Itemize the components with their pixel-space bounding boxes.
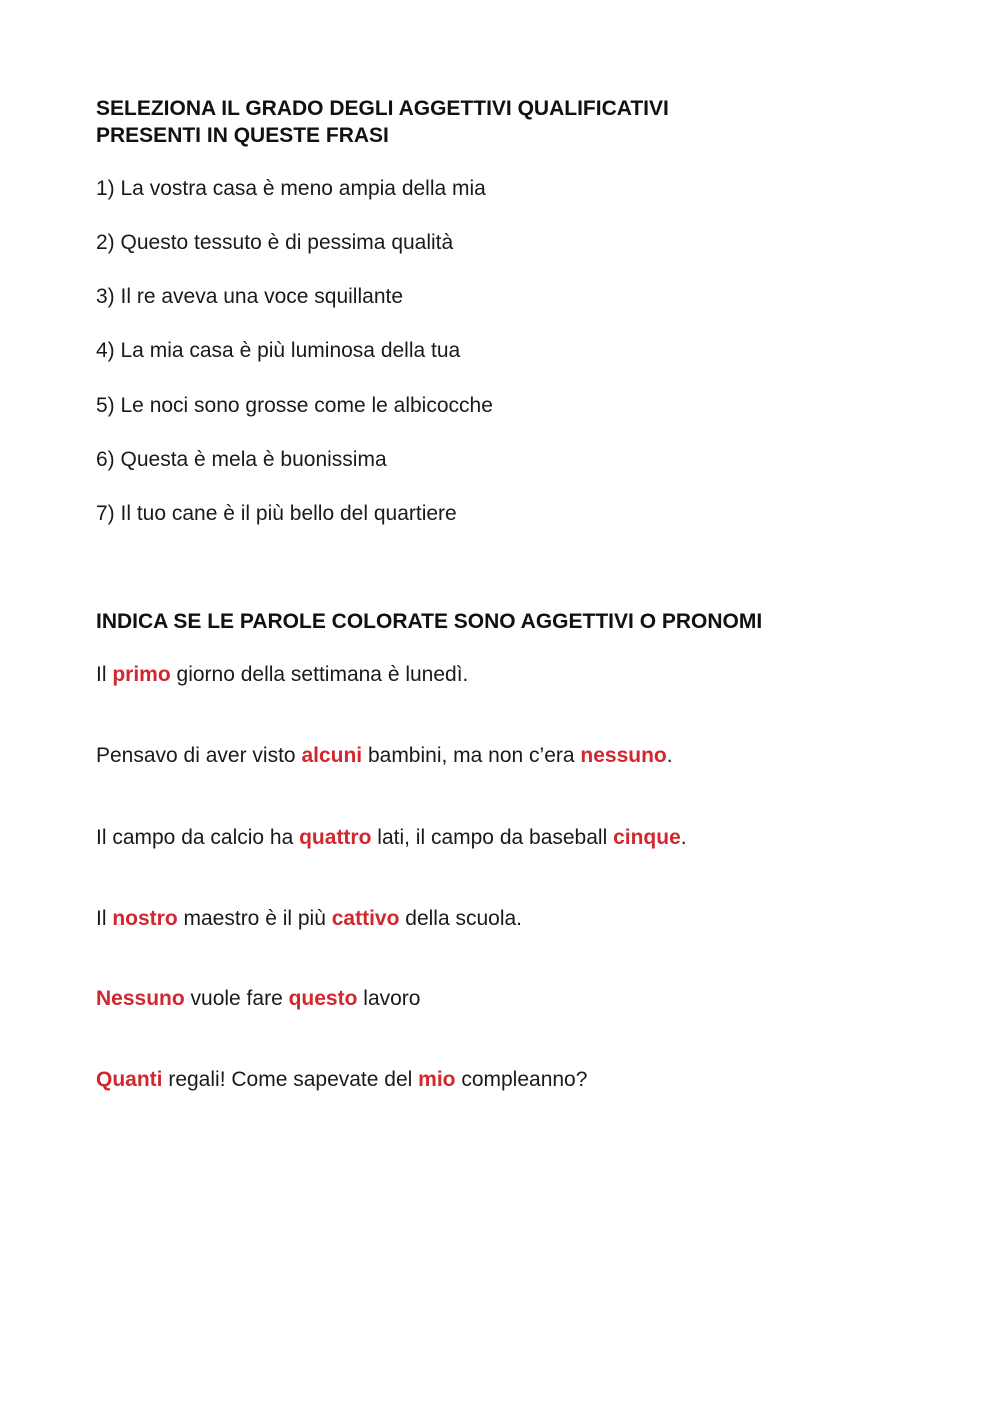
section1-title (96, 95, 669, 149)
sentence-6 (96, 1066, 587, 1094)
sentence-3 (96, 824, 687, 852)
sentence-text: compleanno? (455, 1068, 588, 1091)
highlighted-word: alcuni (301, 744, 363, 767)
highlighted-word: mio (418, 1068, 456, 1091)
exercise-item-2: 2) Questo tessuto è di pessima qualità (96, 231, 454, 254)
sentence-text: giorno della settimana è lunedì. (170, 663, 469, 686)
exercise-item-6: 6) Questa è mela è buonissima (96, 448, 387, 471)
sentence-text: bambini, ma non c’era (362, 744, 581, 767)
section1-title-line1: SELEZIONA IL GRADO DEGLI AGGETTIVI QUALIFICATIVI (96, 97, 669, 120)
highlighted-word: nostro (112, 907, 178, 930)
sentence-text: lati, il campo da baseball (371, 826, 614, 849)
highlighted-word: nessuno (580, 744, 667, 767)
sentence-4 (96, 905, 522, 933)
sentence-text: . (666, 744, 673, 767)
sentence-text: Il (96, 663, 113, 686)
sentence-text: . (680, 826, 687, 849)
highlighted-word: Quanti (96, 1068, 163, 1091)
highlighted-word: quattro (299, 826, 372, 849)
highlighted-word: Nessuno (96, 987, 185, 1010)
highlighted-word: primo (112, 663, 171, 686)
sentence-text: della scuola. (399, 907, 523, 930)
exercise-item-4: 4) La mia casa è più luminosa della tua (96, 339, 461, 362)
sentence-5 (96, 985, 420, 1013)
highlighted-word: cinque (613, 826, 681, 849)
sentence-1 (96, 661, 468, 689)
exercise-item-1: 1) La vostra casa è meno ampia della mia (96, 177, 486, 200)
highlighted-word: questo (288, 987, 358, 1010)
sentence-text: Pensavo di aver visto (96, 744, 302, 767)
sentence-2 (96, 742, 673, 770)
exercise-item-5: 5) Le noci sono grosse come le albicocche (96, 394, 493, 417)
sentence-text: maestro è il più (177, 907, 332, 930)
exercise-item-7: 7) Il tuo cane è il più bello del quartiere (96, 502, 457, 525)
exercise-item-3: 3) Il re aveva una voce squillante (96, 285, 404, 308)
sentence-text: Il (96, 907, 113, 930)
highlighted-word: cattivo (331, 907, 400, 930)
sentence-text: regali! Come sapevate del (162, 1068, 419, 1091)
sentence-text: Il campo da calcio ha (96, 826, 300, 849)
sentence-text: lavoro (357, 987, 421, 1010)
section1-title-line2: PRESENTI IN QUESTE FRASI (96, 124, 389, 147)
sentence-text: vuole fare (184, 987, 289, 1010)
section2-title: INDICA SE LE PAROLE COLORATE SONO AGGETTIVI O PRONOMI (96, 610, 763, 633)
